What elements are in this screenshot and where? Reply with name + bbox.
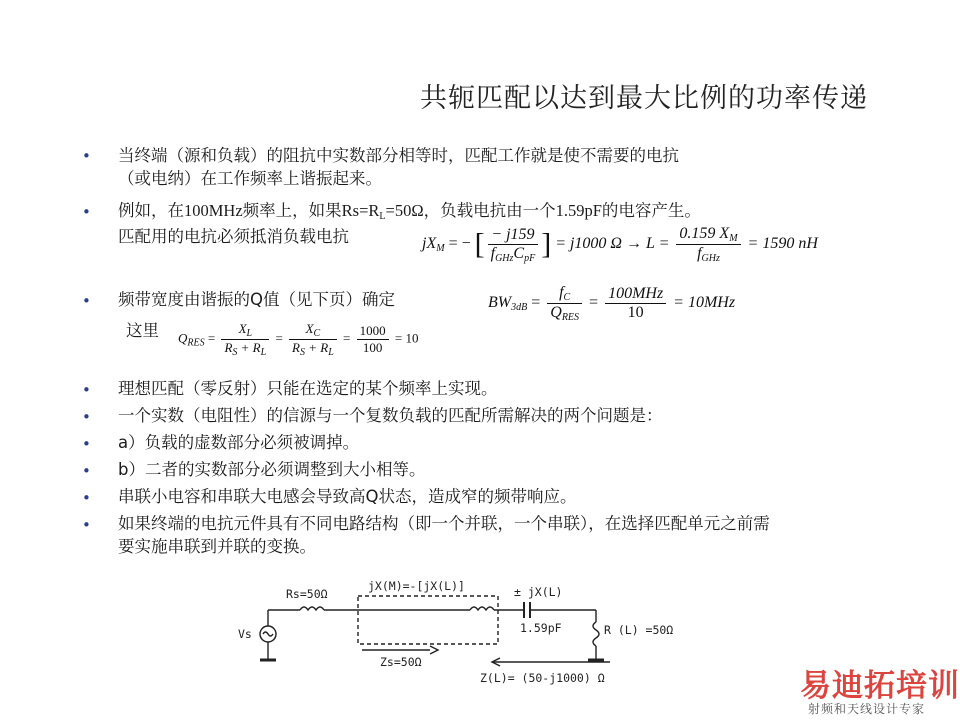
slide-title: 共轭匹配以达到最大比例的功率传递 [420, 83, 868, 114]
eq-bw-num1-sub: C [563, 292, 571, 303]
eq-q-lhs-sub: RES [187, 337, 205, 349]
cap-label: 1.59pF [520, 621, 562, 635]
source-wave-icon [263, 632, 273, 636]
eq-q-result: = 10 [394, 330, 419, 346]
eq-jx-mid: = j1000 Ω → L = [555, 235, 670, 253]
eq-q-den2b-sub: L [328, 347, 334, 358]
eq-q-num3: 1000 [357, 323, 389, 340]
bullet-2-text-a: 例如，在 [118, 201, 184, 220]
eq-q-den2a: R [292, 340, 300, 355]
bullet-7: b）二者的实数部分必须调整到大小相等。 [118, 460, 426, 479]
bullet-8: 串联小电容和串联大电感会导致高Q状态，造成窄的频带响应。 [118, 487, 577, 506]
circuit-diagram [230, 570, 710, 690]
matching-box [358, 596, 498, 644]
eq-q-den1b-sub: L [260, 347, 267, 358]
bullet-3-line-2: 这里 [126, 321, 159, 340]
eq-jx-den-f-sub: GHz [495, 252, 514, 264]
equation-jx: $jX_M$ = − [ $\frac{- j159}{f_{GHz}C_{pF}}$ ] = j1000 Ω → L = $\frac{0.159 X_M}{f_{GHz}}$ = 1590 nH [422, 225, 818, 264]
eq-q-den1a: R [224, 340, 233, 355]
eq-jx-den2-sub: GHz [701, 253, 720, 264]
zs-label: Zs=50Ω [380, 655, 422, 669]
eq-q-frac-2 [289, 321, 337, 358]
eq-jx-num2: 0.159 X [679, 225, 730, 242]
jxm-inductor [470, 607, 494, 610]
eq-q-den2b: + R [308, 340, 329, 355]
eq-jx-eq: = − [448, 235, 471, 253]
rl-resistor [593, 622, 599, 646]
bullet-5: 一个实数（电阻性）的信源与一个复数负载的匹配所需解决的两个问题是： [118, 406, 663, 425]
eq-jx-num: − j159 [488, 226, 539, 245]
equation-bw [488, 284, 735, 323]
eq-bw-eq-2: = [589, 294, 599, 312]
bullet-9-line-1: 如果终端的电抗元件具有不同电路结构（即一个并联，一个串联），在选择匹配单元之前需 [118, 514, 770, 533]
eq-q-eq: = [207, 330, 216, 346]
vs-label: Vs [238, 627, 252, 641]
eq-bw-den2: 10 [627, 304, 644, 321]
eq-bw-lhs: BW [488, 294, 512, 312]
eq-bw-result: = 10MHz [673, 294, 736, 312]
eq-q-den2a-sub: S [299, 347, 305, 358]
eq-bw-den1-sub: RES [561, 312, 580, 323]
eq-q-num2: X [305, 321, 314, 336]
jxl-label: ± jX(L) [514, 585, 563, 599]
eq-jx-num2-sub: M [729, 233, 738, 244]
eq-jx-frac-1 [488, 226, 539, 264]
eq-jx-result: = 1590 nH [747, 235, 818, 253]
logo-watermark: 易迪拓培训 [800, 668, 960, 704]
bullet-marker: • [82, 147, 91, 165]
bullet-4: 理想匹配（零反射）只能在选定的某个频率上实现。 [118, 379, 498, 398]
bullet-2-line-1 [118, 200, 701, 228]
eq-bw-den1: Q [550, 304, 562, 321]
rl-label: R (L) =50Ω [604, 623, 674, 637]
bullet-marker: • [82, 489, 91, 507]
equation-q [178, 321, 418, 358]
bullet-marker: • [82, 462, 91, 480]
bullet-2-text-i: 的电容产生。 [601, 201, 701, 220]
bullet-3-line-1: 频带宽度由谐振的Q值（见下页）确定 [118, 290, 395, 309]
bullet-marker: • [82, 203, 91, 221]
bullet-marker: • [82, 408, 91, 426]
rs-label: Rs=50Ω [286, 587, 328, 601]
bullet-2-rl-sub: L [379, 211, 386, 222]
eq-jx-den-f: f [490, 244, 496, 262]
eq-bw-eq: = [531, 294, 541, 312]
eq-jx-den2: f [697, 245, 702, 262]
bullet-2-freq: 100MHz [184, 201, 243, 220]
bullet-marker: • [82, 292, 91, 310]
bullet-2-text-g: ，负载电抗由一个 [423, 201, 556, 220]
eq-bw-num1: f [559, 284, 564, 301]
bullet-marker: • [82, 435, 91, 453]
bullet-9-line-2: 要实施串联到并联的变换。 [118, 537, 316, 556]
bullet-2-rs: Rs=R [341, 201, 380, 220]
eq-q-num1-sub: L [246, 328, 253, 339]
eq-q-den1a-sub: S [232, 347, 238, 358]
eq-q-eq-3: = [343, 330, 351, 346]
logo-tagline: 射频和天线设计专家 [808, 702, 926, 716]
rs-resistor [300, 607, 324, 610]
bullet-2-cap: 1.59pF [555, 201, 602, 220]
eq-bw-lhs-sub: 3dB [511, 302, 528, 314]
eq-jx-lhs: jX [422, 235, 437, 253]
eq-jx-lhs-sub: M [436, 243, 445, 255]
eq-jx-den-c: C [513, 244, 525, 262]
bullet-marker: • [82, 381, 91, 399]
bullet-1-line-2: （或电纳）在工作频率上谐振起来。 [118, 169, 382, 188]
bullet-2-text-c: 频率上，如果 [242, 201, 342, 220]
eq-bw-num2: 100MHz [605, 285, 666, 304]
bullet-6: a）负载的虚数部分必须被调掉。 [118, 433, 360, 452]
eq-q-frac-3 [357, 323, 389, 356]
eq-q-lhs: Q [178, 330, 188, 346]
bullet-marker: • [82, 516, 91, 534]
eq-q-eq-2: = [275, 330, 283, 346]
bullet-2-line-2: 匹配用的电抗必须抵消负载电抗 [118, 227, 349, 246]
bullet-1-line-1: 当终端（源和负载）的阻抗中实数部分相等时，匹配工作就是使不需要的电抗 [118, 146, 679, 165]
jxm-label: jX(M)=-[jX(L)] [368, 579, 465, 593]
arrow-head-icon [430, 646, 438, 654]
eq-bw-frac-1 [547, 284, 582, 323]
eq-q-num1: X [238, 321, 247, 336]
eq-q-den3: 100 [362, 340, 383, 355]
eq-q-num2-sub: C [313, 328, 321, 339]
eq-q-den1b: + R [240, 340, 261, 355]
eq-jx-frac-2 [676, 225, 740, 264]
zl-label: Z(L)= (50-j1000) Ω [480, 671, 605, 685]
eq-q-frac-1 [221, 321, 269, 358]
eq-jx-den-c-sub: pF [524, 252, 536, 264]
bullet-2-ohm: =50Ω [385, 201, 424, 220]
eq-bw-frac-2 [605, 285, 666, 322]
